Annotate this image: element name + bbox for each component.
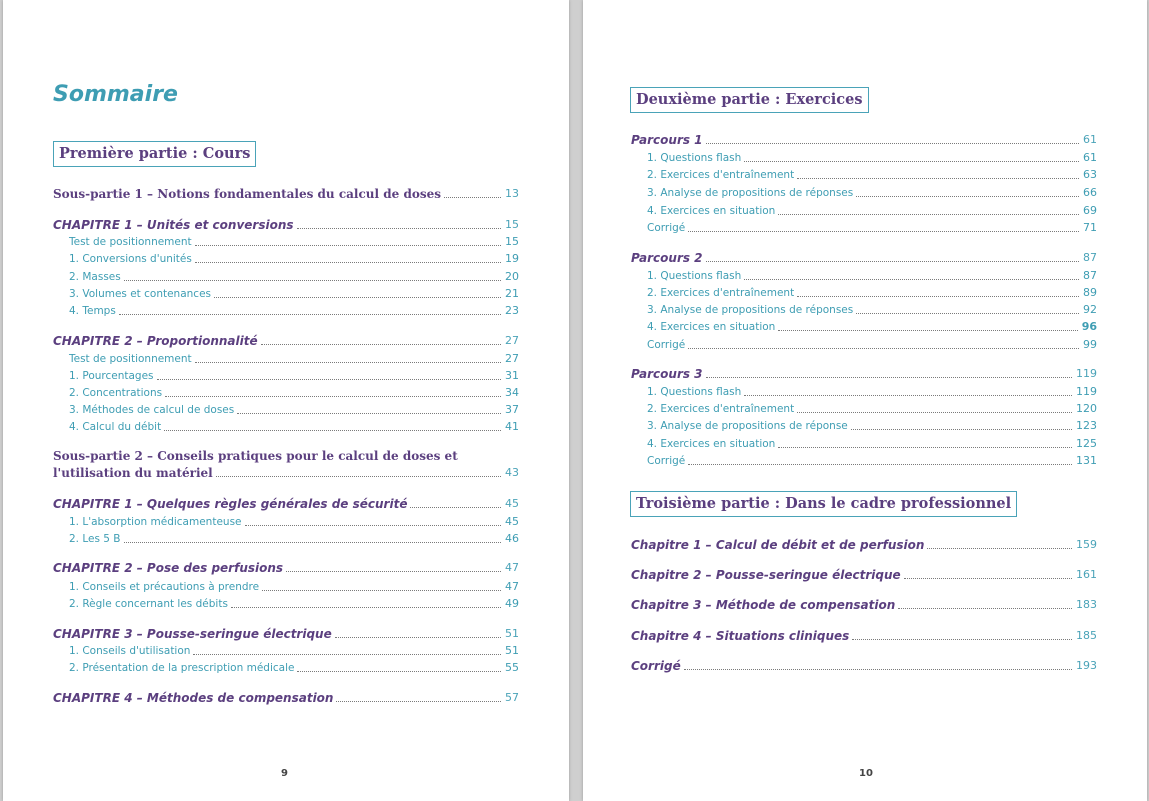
leader-dots (410, 507, 501, 508)
leader-dots (797, 296, 1079, 297)
chapter-page: 45 (505, 497, 519, 510)
chapter-page: 51 (505, 627, 519, 640)
toc-item-label: Test de positionnement (69, 353, 192, 365)
toc-item[interactable] (69, 420, 519, 434)
part2-title-box (630, 87, 869, 113)
chapter-page: 193 (1076, 659, 1097, 672)
parcours-page: 87 (1083, 251, 1097, 264)
toc-item-label: 2. Exercices d'entraînement (647, 169, 795, 181)
toc-item-page: 96 (1081, 320, 1097, 333)
toc-item[interactable] (69, 403, 519, 417)
toc-item-page: 71 (1083, 221, 1097, 234)
souspartie2-row[interactable] (53, 466, 519, 480)
toc-item-label: 2. Exercices d'entraînement (647, 403, 795, 415)
toc-item-page: 31 (505, 369, 519, 382)
chapter-page: 47 (505, 561, 519, 574)
leader-dots (927, 548, 1072, 549)
toc-item-page: 92 (1083, 303, 1097, 316)
left-page (3, 0, 569, 801)
part3-chapter-row[interactable] (631, 568, 1097, 582)
toc-item-page: 131 (1076, 454, 1097, 467)
souspartie1-label: Sous-partie 1 – Notions fondamentales du calcul de doses (53, 187, 441, 201)
toc-item-page: 19 (505, 252, 519, 265)
parcours-page: 119 (1076, 367, 1097, 380)
toc-item[interactable] (647, 338, 1097, 352)
toc-item[interactable] (69, 369, 519, 383)
toc-item[interactable] (69, 580, 519, 594)
toc-item-label: 3. Analyse de propositions de réponse (647, 420, 848, 432)
toc-item[interactable] (69, 304, 519, 318)
chapter-row[interactable] (53, 497, 519, 511)
leader-dots (216, 476, 501, 477)
toc-item[interactable] (69, 287, 519, 301)
part1-title-box (53, 141, 256, 167)
chapter-page: 159 (1076, 538, 1097, 551)
chapter-row[interactable] (53, 561, 519, 575)
leader-dots (231, 607, 501, 608)
toc-item[interactable] (69, 252, 519, 266)
toc-item[interactable] (647, 303, 1097, 317)
leader-dots (214, 297, 501, 298)
leader-dots (444, 197, 501, 198)
chapter-title: Chapitre 2 – Pousse-seringue électrique (631, 568, 901, 582)
toc-item-page: 69 (1083, 204, 1097, 217)
chapter-title: Chapitre 3 – Méthode de compensation (631, 598, 896, 612)
toc-item-label: 1. Pourcentages (69, 370, 154, 382)
parcours-page: 61 (1083, 133, 1097, 146)
chapter-title: CHAPITRE 1 – Quelques règles générales de sécurité (53, 497, 408, 511)
toc-item-page: 21 (505, 287, 519, 300)
toc-item-label: Corrigé (647, 339, 686, 351)
toc-item[interactable] (69, 352, 519, 366)
toc-item[interactable] (647, 269, 1097, 283)
toc-item-label: 2. Exercices d'entraînement (647, 287, 795, 299)
toc-item[interactable] (647, 186, 1097, 200)
leader-dots (124, 542, 501, 543)
parcours-title: Parcours 1 (631, 133, 703, 147)
toc-item-page: 23 (505, 304, 519, 317)
toc-item-page: 46 (505, 532, 519, 545)
toc-item[interactable] (69, 270, 519, 284)
leader-dots (157, 379, 501, 380)
toc-item[interactable] (647, 204, 1097, 218)
toc-item-label: Corrigé (647, 222, 686, 234)
toc-item-label: 4. Exercices en situation (647, 205, 776, 217)
toc-item[interactable] (647, 151, 1097, 165)
chapter-page: 27 (505, 334, 519, 347)
leader-dots (797, 412, 1072, 413)
souspartie1-page: 13 (505, 187, 519, 200)
leader-dots (297, 671, 501, 672)
toc-item-page: 99 (1083, 338, 1097, 351)
leader-dots (297, 228, 501, 229)
leader-dots (778, 330, 1077, 331)
toc-item-label: 3. Méthodes de calcul de doses (69, 404, 235, 416)
toc-item-page: 61 (1083, 151, 1097, 164)
part3-chapter-row[interactable] (631, 629, 1097, 643)
toc-item[interactable] (69, 597, 519, 611)
chapter-title: Chapitre 1 – Calcul de débit et de perfusion (631, 538, 925, 552)
toc-item[interactable] (647, 168, 1097, 182)
leader-dots (778, 214, 1079, 215)
chapter-page: 161 (1076, 568, 1097, 581)
part1-title: Première partie : Cours (59, 145, 251, 162)
leader-dots (193, 654, 501, 655)
toc-item-label: 4. Temps (69, 305, 116, 317)
chapter-title: CHAPITRE 2 – Proportionnalité (53, 334, 258, 348)
toc-item-label: 2. Règle concernant les débits (69, 598, 228, 610)
toc-item-label: 1. Conseils et précautions à prendre (69, 581, 260, 593)
chapter-title: Chapitre 4 – Situations cliniques (631, 629, 850, 643)
page-number: 10 (859, 768, 873, 779)
toc-item-page: 119 (1076, 385, 1097, 398)
leader-dots (744, 395, 1072, 396)
sommaire-title: Sommaire (53, 82, 178, 107)
leader-dots (684, 669, 1072, 670)
toc-item-label: Corrigé (647, 455, 686, 467)
leader-dots (164, 430, 501, 431)
toc-item-label: 4. Exercices en situation (647, 321, 776, 333)
parcours-row[interactable] (631, 133, 1097, 147)
leader-dots (744, 161, 1079, 162)
souspartie2-page: 43 (505, 466, 519, 479)
leader-dots (706, 377, 1072, 378)
part3-title: Troisième partie : Dans le cadre professionnel (636, 495, 1012, 512)
leader-dots (688, 464, 1072, 465)
part3-title-box (630, 491, 1017, 517)
toc-item-page: 125 (1076, 437, 1097, 450)
leader-dots (856, 196, 1079, 197)
leader-dots (262, 590, 501, 591)
souspartie2-line1[interactable]: Sous-partie 2 – Conseils pratiques pour le calcul de doses et (53, 449, 458, 463)
toc-item-label: 4. Exercices en situation (647, 438, 776, 450)
toc-item-label: 1. Conseils d'utilisation (69, 645, 191, 657)
toc-item-page: 120 (1076, 402, 1097, 415)
toc-item[interactable] (647, 286, 1097, 300)
toc-item-label: 1. Questions flash (647, 270, 742, 282)
chapter-page: 57 (505, 691, 519, 704)
chapter-row[interactable] (53, 691, 519, 705)
chapter-title: CHAPITRE 3 – Pousse-seringue électrique (53, 627, 332, 641)
toc-item-label: 3. Analyse de propositions de réponses (647, 304, 854, 316)
toc-item-page: 41 (505, 420, 519, 433)
souspartie2-line2: l'utilisation du matériel (53, 466, 213, 480)
toc-item-label: 1. Questions flash (647, 152, 742, 164)
chapter-page: 15 (505, 218, 519, 231)
toc-item-page: 123 (1076, 419, 1097, 432)
chapter-row[interactable] (53, 218, 519, 232)
leader-dots (851, 429, 1072, 430)
leader-dots (237, 413, 501, 414)
toc-item-page: 51 (505, 644, 519, 657)
leader-dots (778, 447, 1072, 448)
leader-dots (245, 525, 501, 526)
leader-dots (195, 362, 501, 363)
toc-item-label: 2. Les 5 B (69, 533, 121, 545)
toc-item-page: 15 (505, 235, 519, 248)
toc-item-page: 66 (1083, 186, 1097, 199)
toc-item-page: 34 (505, 386, 519, 399)
chapter-row[interactable] (53, 334, 519, 348)
leader-dots (856, 313, 1079, 314)
leader-dots (688, 231, 1079, 232)
parcours-row[interactable] (631, 367, 1097, 381)
toc-item-label: 1. Questions flash (647, 386, 742, 398)
toc-item-label: 1. L'absorption médicamenteuse (69, 516, 242, 528)
chapter-page: 185 (1076, 629, 1097, 642)
toc-item[interactable] (69, 235, 519, 249)
parcours-title: Parcours 3 (631, 367, 703, 381)
leader-dots (336, 701, 501, 702)
leader-dots (904, 578, 1072, 579)
leader-dots (195, 262, 501, 263)
toc-item[interactable] (69, 644, 519, 658)
toc-item[interactable] (69, 661, 519, 675)
parcours-title: Parcours 2 (631, 251, 703, 265)
leader-dots (852, 639, 1072, 640)
toc-item[interactable] (647, 454, 1097, 468)
souspartie1-row[interactable] (53, 187, 519, 201)
toc-item[interactable] (647, 320, 1097, 334)
chapter-title: CHAPITRE 2 – Pose des perfusions (53, 561, 284, 575)
toc-item-page: 37 (505, 403, 519, 416)
toc-item-label: 3. Analyse de propositions de réponses (647, 187, 854, 199)
toc-item-page: 63 (1083, 168, 1097, 181)
part3-chapter-row[interactable] (631, 538, 1097, 552)
toc-item-page: 47 (505, 580, 519, 593)
chapter-title: CHAPITRE 4 – Méthodes de compensation (53, 691, 334, 705)
toc-item-label: 4. Calcul du débit (69, 421, 162, 433)
leader-dots (744, 279, 1079, 280)
toc-item[interactable] (647, 221, 1097, 235)
page-number: 9 (281, 768, 288, 779)
toc-item-page: 87 (1083, 269, 1097, 282)
toc-item-label: Test de positionnement (69, 236, 192, 248)
leader-dots (165, 396, 501, 397)
toc-item-page: 20 (505, 270, 519, 283)
leader-dots (706, 261, 1079, 262)
leader-dots (688, 348, 1079, 349)
toc-item-page: 45 (505, 515, 519, 528)
leader-dots (797, 178, 1079, 179)
toc-item-label: 3. Volumes et contenances (69, 288, 212, 300)
chapter-title: Corrigé (631, 659, 681, 673)
toc-item-page: 49 (505, 597, 519, 610)
toc-item-page: 55 (505, 661, 519, 674)
toc-item[interactable] (69, 515, 519, 529)
right-page (583, 0, 1147, 801)
toc-item[interactable] (647, 437, 1097, 451)
toc-item-label: 2. Concentrations (69, 387, 163, 399)
toc-item-label: 2. Masses (69, 271, 121, 283)
leader-dots (286, 571, 501, 572)
leader-dots (335, 637, 501, 638)
toc-item[interactable] (647, 402, 1097, 416)
toc-item-page: 27 (505, 352, 519, 365)
toc-item[interactable] (647, 419, 1097, 433)
chapter-title: CHAPITRE 1 – Unités et conversions (53, 218, 294, 232)
toc-item[interactable] (647, 385, 1097, 399)
part3-chapter-row[interactable] (631, 598, 1097, 612)
part3-chapter-row[interactable] (631, 659, 1097, 673)
leader-dots (124, 280, 501, 281)
leader-dots (898, 608, 1072, 609)
toc-item[interactable] (69, 386, 519, 400)
toc-item-label: 1. Conversions d'unités (69, 253, 192, 265)
toc-item-label: 2. Présentation de la prescription médicale (69, 662, 295, 674)
leader-dots (119, 314, 501, 315)
chapter-page: 183 (1076, 598, 1097, 611)
part2-title: Deuxième partie : Exercices (636, 91, 863, 108)
leader-dots (706, 143, 1079, 144)
toc-item[interactable] (69, 532, 519, 546)
leader-dots (261, 344, 501, 345)
chapter-row[interactable] (53, 627, 519, 641)
leader-dots (195, 245, 501, 246)
parcours-row[interactable] (631, 251, 1097, 265)
toc-item-page: 89 (1083, 286, 1097, 299)
